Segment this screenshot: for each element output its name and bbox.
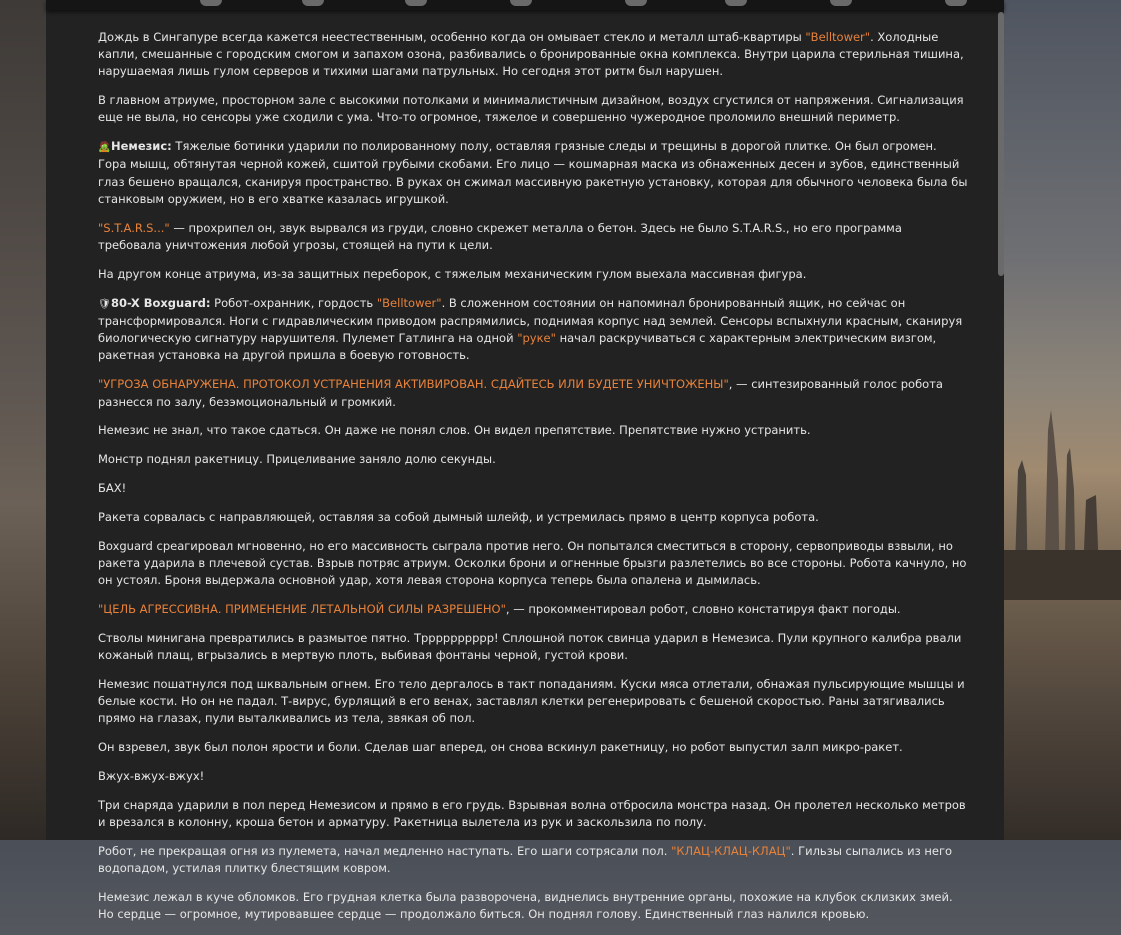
message-paragraph (98, 138, 968, 208)
message-text: начал раскручиваться с характерным электрическим визгом, ракетная установка на другой пришла в боевую готовность. (98, 331, 937, 363)
message-paragraph (98, 29, 968, 81)
message-paragraph (98, 92, 968, 127)
quoted-text: "ЦЕЛЬ АГРЕССИВНА. ПРИМЕНЕНИЕ ЛЕТАЛЬНОЙ СИЛЫ РАЗРЕШЕНО" (98, 601, 506, 616)
quoted-text: "Belltower" (376, 295, 442, 310)
message-text: БАХ! (98, 480, 127, 495)
book-icon[interactable] (510, 0, 532, 6)
message-text: , — прокомментировал робот, словно констатируя факт погоды. (505, 601, 901, 616)
quoted-text: "УГРОЗА ОБНАРУЖЕНА. ПРОТОКОЛ УСТРАНЕНИЯ АКТИВИРОВАН. СДАЙТЕСЬ ИЛИ БУДЕТЕ УНИЧТОЖЕНЫ" (98, 377, 729, 392)
message-text: В главном атриуме, просторном зале с высокими потолками и минималистичным дизайном, воздух сгустился от напряжения. Сигнализация еще не выла, но сенсоры уже сходили с ума. Что-то огромное, тяжелое и совершенно чужеродное проломило внешний периметр. (98, 92, 964, 125)
message-paragraph (98, 676, 968, 728)
quoted-text: "руке" (517, 331, 556, 346)
scrollbar[interactable] (998, 12, 1004, 276)
message-text: Робот, не прекращая огня из пулемета, начал медленно наступать. Его шаги сотрясали пол. (98, 843, 672, 858)
quoted-text: "Belltower" (805, 29, 871, 44)
message-text: — прохрипел он, звук вырвался из груди, словно скрежет металла о бетон. Здесь не было S.T.A.R.S., но его программа требовала уничтожения любой угрозы, стоящей на пути к цели. (98, 220, 902, 252)
message-paragraph (98, 266, 968, 283)
message-paragraph (98, 843, 968, 878)
speaker-icon: 🛡 (98, 298, 111, 310)
message-paragraph (98, 889, 968, 924)
speaker-icon: 🧟 (98, 141, 111, 153)
message-text: Немезис лежал в куче обломков. Его грудная клетка была разворочена, виднелись внутренние органы, похожие на клубок склизких змей. Но сердце — огромное, мутировавшее сердце — продолжало биться. Он поднял голову. Единственный глаз налился кровью. (98, 889, 953, 922)
speaker-name: 80-X Boxguard: (111, 295, 211, 310)
message-text: Робот-охранник, гордость (210, 295, 377, 310)
message-paragraph (98, 538, 968, 590)
message-text: Тяжелые ботинки ударили по полированному полу, оставляя грязные следы и трещины в дорогой плитке. Он был огромен. Гора мышц, обтянутая черной кожей, сшитой грубыми скобами. Его лицо — кошмарная маска из обнаженных десен и зубов, единственный глаз бешено вращался, сканируя пространство. В руках он сжимал массивную ракетную установку, которая для обычного человека была бы станковым оружием, но в его хватке казалась игрушкой. (98, 138, 968, 206)
text-format-icon[interactable] (405, 0, 427, 6)
message-text: Дождь в Сингапуре всегда кажется неестественным, особенно когда он омывает стекло и металл штаб-квартиры (98, 29, 806, 44)
message-text: Он взревел, звук был полон ярости и боли. Сделав шаг вперед, он снова вскинул ракетницу, но робот выпустил залп микро-ракет. (98, 740, 903, 755)
chat-icon[interactable] (830, 0, 852, 6)
message-text: Немезис пошатнулся под шквальным огнем. Его тело дергалось в такт попаданиям. Куски мяса отлетали, обнажая пульсирующие мышцы и белые кости. Но он не падал. Т-вирус, бурлящий в его венах, заставлял клетки регенерировать с бешеной скоростью. Раны затягивались прямо на глазах, пули выталкивались из тела, звякая об пол. (98, 676, 965, 726)
message-text: Монстр поднял ракетницу. Прицеливание заняло долю секунды. (98, 452, 496, 467)
message-text: . Холодные капли, смешанные с городским смогом и запахом озона, разбивались о бронированные окна комплекса. Внутри царила стерильная тишина, нарушаемая лишь гулом серверов и тихими шагами патрульных. Но сегодня этот ритм был нарушен. (98, 29, 964, 79)
people-icon[interactable] (625, 0, 647, 6)
bulb-icon[interactable] (302, 0, 324, 6)
background-ruins (1004, 400, 1121, 600)
message-paragraph (98, 295, 968, 365)
top-toolbar (46, 0, 1004, 10)
message-paragraph (98, 601, 968, 618)
message-paragraph (98, 797, 968, 832)
message-text: На другом конце атриума, из-за защитных переборок, с тяжелым механическим гулом выехала массивная фигура. (98, 266, 807, 281)
message-text: . В сложенном состоянии он напоминал бронированный ящик, но сейчас он трансформировался. Ноги с гидравлическим приводом распрямились, поднимая корпус над землей. Сенсоры вспыхнули красным, сканируя биологическую сигнатуру нарушителя. Пулемет Гатлинга на одной (98, 295, 963, 346)
message-text: Boxguard среагировал мгновенно, но его массивность сыграла против него. Он попытался сместиться в сторону, сервоприводы взвыли, но ракета ударила в плечевой сустав. Взрыв потряс атриум. Осколки брони и огненные брызги разлетелись во все стороны. Робота качнуло, но он устоял. Броня выдержала основной удар, хотя левая сторона корпуса теперь была опалена и дымилась. (98, 538, 967, 588)
message-paragraph (98, 509, 968, 526)
speaker-name: Немезис: (111, 138, 172, 153)
message-paragraph (98, 422, 968, 439)
background-left (0, 0, 46, 840)
message-paragraph (98, 220, 968, 255)
message-paragraph (98, 768, 968, 785)
message-text: Три снаряда ударили в пол перед Немезисом и прямо в его грудь. Взрывная волна отбросила монстра назад. Он пролетел несколько метров и врезался в колонну, кроша бетон и арматуру. Ракетница вылетела из рук и заскользила по полу. (98, 797, 966, 830)
message-paragraph (98, 451, 968, 468)
settings-icon[interactable] (200, 0, 222, 6)
message-text: Немезис не знал, что такое сдаться. Он даже не понял слов. Он видел препятствие. Препятствие нужно устранить. (98, 423, 811, 438)
message-text: Ракета сорвалась с направляющей, оставляя за собой дымный шлейф, и устремилась прямо в центр корпуса робота. (98, 509, 819, 524)
message-paragraph (98, 376, 968, 411)
message-text: . Гильзы сыпались из него водопадом, устилая плитку блестящим ковром. (98, 843, 953, 876)
message-list (98, 17, 968, 935)
extensions-icon[interactable] (725, 0, 747, 6)
quoted-text: "S.T.A.R.S..." (98, 220, 170, 235)
message-text: , — синтезированный голос робота разнесся по залу, безэмоциональный и громкий. (98, 377, 943, 409)
quoted-text: "КЛАЦ-КЛАЦ-КЛАЦ" (671, 843, 791, 858)
message-paragraph (98, 630, 968, 665)
message-paragraph (98, 480, 968, 497)
message-text: Вжух-вжух-вжух! (98, 769, 205, 783)
message-paragraph (98, 739, 968, 756)
robot-icon[interactable] (945, 0, 967, 6)
message-text: Стволы минигана превратились в размытое пятно. Трррррррррр! Сплошной поток свинца ударил в Немезиса. Пули крупного калибра рвали кожаный плащ, вгрызались в мертвую плоть, выбивая фонтаны черной, густой крови. (98, 630, 962, 663)
